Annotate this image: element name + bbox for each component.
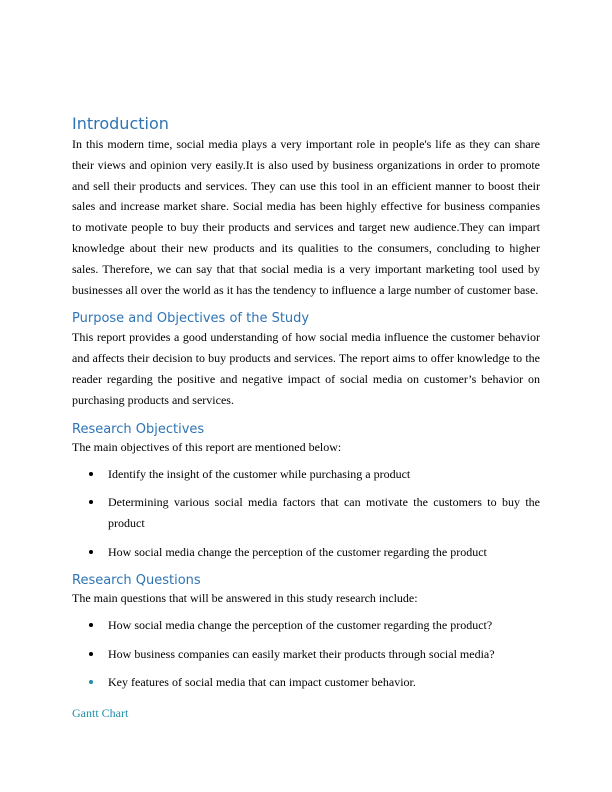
- research-objectives-list: [72, 464, 540, 563]
- research-objectives-intro: The main objectives of this report are mentioned below:: [72, 439, 342, 454]
- list-item: [72, 542, 540, 563]
- list-item-text: How social media change the perception of the customer regarding the product: [108, 544, 487, 559]
- list-item: [72, 644, 540, 665]
- heading-introduction: Introduction: [72, 114, 169, 133]
- list-item-text: Identify the insight of the customer while purchasing a product: [108, 466, 411, 481]
- bullet-dot-icon: [89, 472, 93, 476]
- list-item-text: Key features of social media that can impact customer behavior.: [108, 675, 416, 690]
- research-questions-list: [72, 615, 540, 693]
- list-item-text: Determining various social media factors that can motivate the customers to buy the product: [108, 495, 540, 531]
- bullet-dot-icon: [89, 652, 93, 656]
- list-item: [72, 492, 540, 534]
- list-item-text: How business companies can easily market their products through social media?: [108, 646, 495, 661]
- list-item-text: How social media change the perception of the customer regarding the product?: [108, 617, 493, 632]
- heading-research-questions: Research Questions: [72, 572, 201, 588]
- bullet-dot-icon: [89, 680, 93, 684]
- list-item: [72, 615, 540, 636]
- list-item: [72, 464, 540, 485]
- document-body: [72, 114, 540, 721]
- bullet-dot-icon: [89, 550, 93, 554]
- bullet-dot-icon: [89, 623, 93, 627]
- purpose-paragraph: This report provides a good understanding of how social media influence the customer behavior and affects their decision to buy products and services. The report aims to offer knowledge to the reader regarding the positive and negative impact of social media on customer’s behavior on purchasing products and services.: [72, 330, 540, 407]
- bullet-dot-icon: [89, 500, 93, 504]
- heading-gantt-chart: Gantt Chart: [72, 706, 129, 721]
- heading-purpose-objectives: Purpose and Objectives of the Study: [72, 311, 310, 327]
- introduction-paragraph: In this modern time, social media plays a very important role in people's life as they can share their views and opinion very easily.It is also used by business organizations in order to promote and sell their products and services. They can use this tool in an efficient manner to boost their sales and increase market share. Social media has been highly effective for business companies to motivate people to buy their products and services and target new audience.They can impart knowledge about their new products and its qualities to the consumers, concluding to higher sales. Therefore, we can say that that social media is a very important marketing tool used by businesses all over the world as it has the tendency to influence a large number of customer base.: [72, 137, 540, 297]
- heading-research-objectives: Research Objectives: [72, 421, 205, 437]
- list-item: [72, 672, 540, 693]
- research-questions-intro: The main questions that will be answered in this study research include:: [72, 590, 418, 605]
